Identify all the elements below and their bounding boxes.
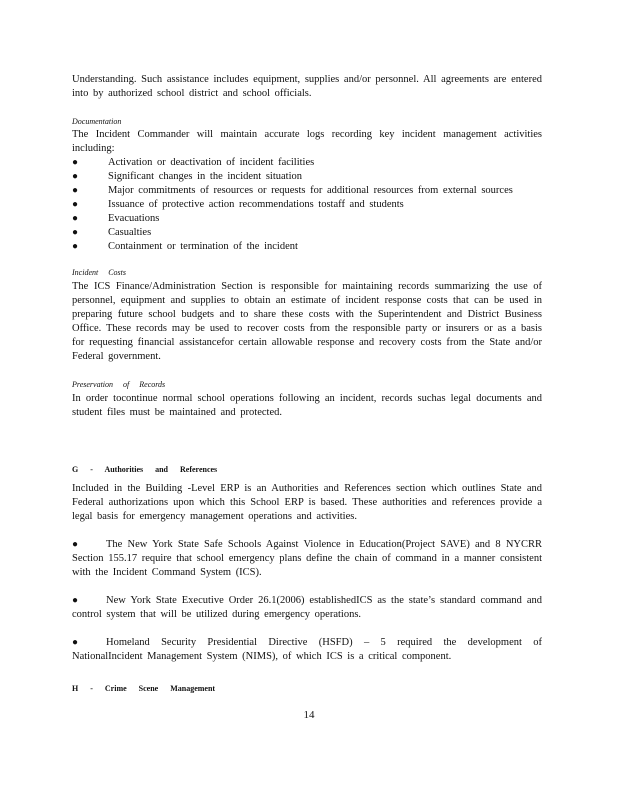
intro-paragraph: Understanding. Such assistance includes equipment, supplies and/or personnel. All agreements are entered into by authorized school district and school officials. <box>72 74 542 99</box>
authorities-list-item: ● Homeland Security Presidential Directive (HSFD) – 5 required the development of NationalIncident Management System (NIMS), of which ICS is a critical component. <box>72 637 542 662</box>
documentation-paragraph: The Incident Commander will maintain accurate logs recording key incident management activities including: <box>72 129 542 154</box>
page-number: 14 <box>303 709 315 721</box>
list-item: ● Issuance of protective action recommendations tostaff and students <box>72 199 404 210</box>
documentation-list <box>72 156 542 254</box>
list-item: ● Significant changes in the incident situation <box>72 171 303 182</box>
authorities-list-item: ● New York State Executive Order 26.1(2006) establishedICS as the state’s standard command and control system that will be utilized during emergency operations. <box>72 595 542 620</box>
bullet-icon: ● <box>72 213 79 224</box>
authorities-paragraph: Included in the Building -Level ERP is an Authorities and References section which outlines State and Federal authorizations upon which this School ERP is based. These authorities and references provide a legal basis for emergency management operations and activities. <box>72 483 542 522</box>
bullet-icon: ● <box>72 595 79 606</box>
bullet-icon: ● <box>72 227 79 238</box>
list-item: ● Major commitments of resources or requests for additional resources from external sources <box>72 185 513 196</box>
documentation-heading: Documentation <box>72 117 122 126</box>
bullet-icon: ● <box>72 199 79 210</box>
incident-costs-heading: Incident Costs <box>72 268 126 277</box>
authorities-heading: G - Authorities and References <box>72 465 218 474</box>
list-item: ● Evacuations <box>72 213 160 224</box>
bullet-icon: ● <box>72 157 79 168</box>
bullet-icon: ● <box>72 637 79 648</box>
crime-scene-heading: H - Crime Scene Management <box>72 684 216 693</box>
bullet-icon: ● <box>72 241 79 252</box>
preservation-heading: Preservation of Records <box>72 380 166 389</box>
bullet-icon: ● <box>72 185 79 196</box>
bullet-icon: ● <box>72 539 79 550</box>
authorities-list-item: ● The New York State Safe Schools Against Violence in Education(Project SAVE) and 8 NYCRR Section 155.17 require that school emergency plans define the chain of command in a manner consistent with the Incident Command System (ICS). <box>72 539 542 578</box>
incident-costs-paragraph: The ICS Finance/Administration Section is responsible for maintaining records summarizing the use of personnel, equipment and supplies to obtain an estimate of incident response costs that can be used in preparing future school budgets and to share these costs with the Superintendent and District Business Office. These records may be used to recover costs from the responsible party or insurers or as a basis for requesting financial assistancefor certain allowable response and recovery costs from the State and/or Federal government. <box>72 281 542 362</box>
list-item: ● Containment or termination of the incident <box>72 241 298 252</box>
preservation-paragraph: In order tocontinue normal school operations following an incident, records suchas legal documents and student files must be maintained and protected. <box>72 393 542 418</box>
list-item: ● Activation or deactivation of incident facilities <box>72 157 315 168</box>
bullet-icon: ● <box>72 171 79 182</box>
list-item: ● Casualties <box>72 227 152 238</box>
